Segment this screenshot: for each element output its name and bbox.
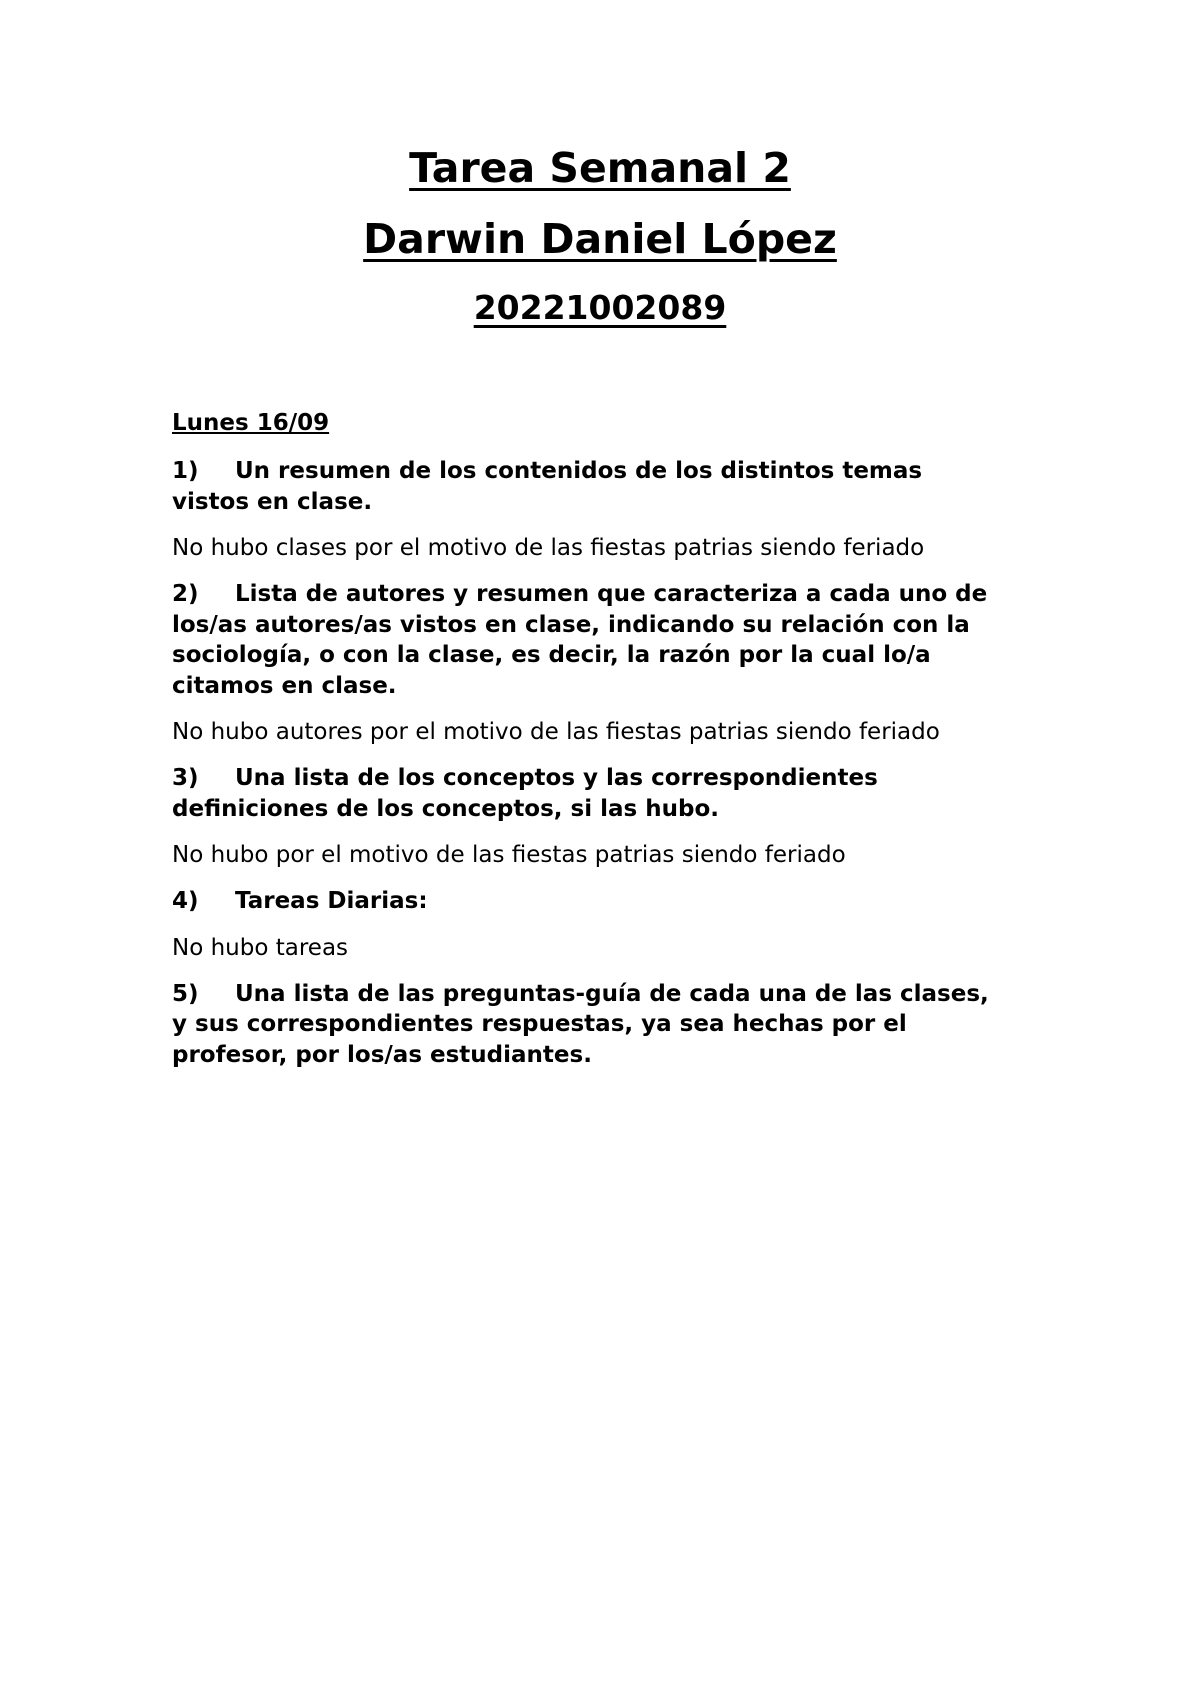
- student-id: 20221002089: [473, 288, 727, 327]
- question-5: [172, 979, 1052, 1071]
- question-number: 2): [172, 581, 199, 607]
- answer-2: No hubo autores por el motivo de las fiestas patrias siendo feriado: [172, 719, 940, 745]
- document-title: Tarea Semanal 2: [409, 144, 791, 192]
- answer-1: No hubo clases por el motivo de las fiestas patrias siendo feriado: [172, 535, 925, 561]
- question-text: Un resumen de los contenidos de los distintos temas vistos en clase.: [172, 458, 923, 515]
- document-header: [0, 140, 1200, 331]
- question-number: 4): [172, 888, 199, 914]
- answer-3: No hubo por el motivo de las fiestas patrias siendo feriado: [172, 842, 846, 868]
- question-text: Lista de autores y resumen que caracteriza a cada uno de los/as autores/as vistos en clase, indicando su relación con la sociología, o con la clase, es decir, la razón por la cual lo/a citamos en clase.: [172, 581, 988, 699]
- question-text: Una lista de los conceptos y las correspondientes definiciones de los conceptos, si las hubo.: [172, 765, 878, 822]
- question-3: [172, 763, 1052, 824]
- document-body: [172, 408, 1052, 1086]
- answer-4: No hubo tareas: [172, 934, 349, 961]
- question-text: Una lista de las preguntas-guía de cada una de las clases, y sus correspondientes respuestas, ya sea hechas por el profesor, por los/as estudiantes.: [172, 980, 989, 1068]
- question-number: 5): [172, 980, 199, 1007]
- question-2: [172, 579, 1052, 701]
- question-number: 3): [172, 765, 199, 791]
- question-number: 1): [172, 458, 199, 484]
- author-name: Darwin Daniel López: [363, 215, 837, 263]
- section-day-heading: Lunes 16/09: [172, 410, 330, 436]
- question-4: [172, 886, 1052, 917]
- question-1: [172, 456, 1052, 517]
- question-text: Tareas Diarias:: [235, 888, 428, 914]
